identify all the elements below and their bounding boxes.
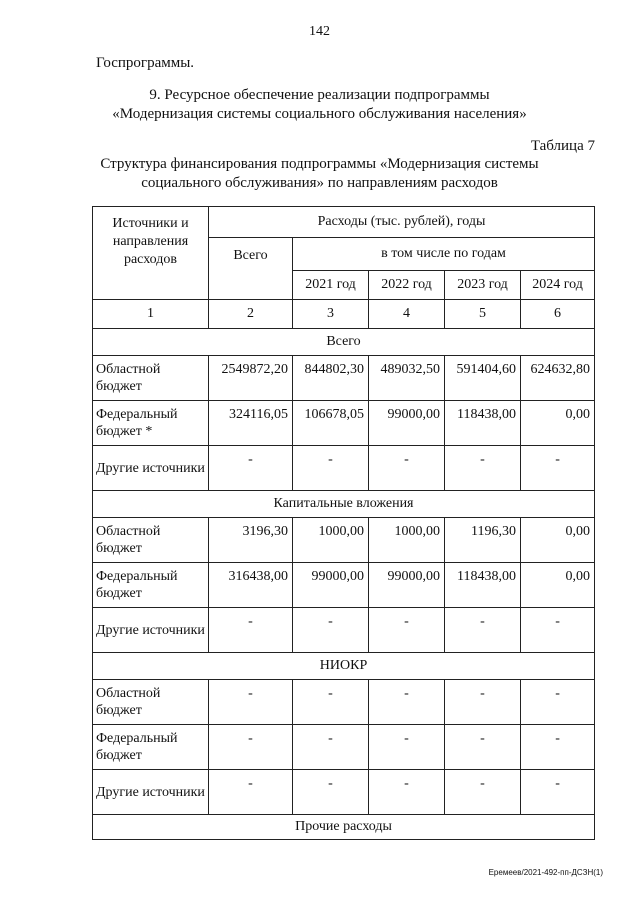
section-title: Всего <box>93 329 595 356</box>
value-cell: 99000,00 <box>369 401 445 446</box>
section-title: Прочие расходы <box>93 815 595 840</box>
value-cell: - <box>445 608 521 653</box>
value-cell: - <box>293 770 369 815</box>
table-row <box>93 608 595 653</box>
value-cell: 0,00 <box>521 401 595 446</box>
value-cell: - <box>293 725 369 770</box>
column-number: 2 <box>209 300 293 329</box>
header-year: 2023 год <box>445 271 521 300</box>
value-cell: - <box>521 680 595 725</box>
value-cell: - <box>209 770 293 815</box>
page-number: 142 <box>309 24 330 39</box>
value-cell: - <box>209 608 293 653</box>
table-row <box>93 401 595 446</box>
value-cell: - <box>521 770 595 815</box>
value-cell: 106678,05 <box>293 401 369 446</box>
table-row <box>93 446 595 491</box>
table-row <box>93 356 595 401</box>
value-cell: - <box>445 770 521 815</box>
value-cell: 0,00 <box>521 563 595 608</box>
value-cell: 118438,00 <box>445 401 521 446</box>
value-cell: - <box>209 680 293 725</box>
header-year: 2024 год <box>521 271 595 300</box>
value-cell: 1000,00 <box>293 518 369 563</box>
header-total: Всего <box>209 238 293 300</box>
table-row <box>93 725 595 770</box>
value-cell: - <box>445 446 521 491</box>
header-row-1 <box>93 207 595 238</box>
value-cell: 0,00 <box>521 518 595 563</box>
table-title <box>0 155 639 193</box>
value-cell: 3196,30 <box>209 518 293 563</box>
value-cell: 591404,60 <box>445 356 521 401</box>
source-cell: Областной бюджет <box>93 356 209 401</box>
value-cell: 118438,00 <box>445 563 521 608</box>
value-cell: - <box>209 446 293 491</box>
value-cell: 1000,00 <box>369 518 445 563</box>
value-cell: - <box>445 680 521 725</box>
header-expenses: Расходы (тыс. рублей), годы <box>209 207 595 238</box>
value-cell: - <box>369 608 445 653</box>
table-row <box>93 680 595 725</box>
column-number-row <box>93 300 595 329</box>
table-title-line-1: Структура финансирования подпрограммы «Модернизация системы <box>100 156 539 172</box>
value-cell: 844802,30 <box>293 356 369 401</box>
value-cell: 2549872,20 <box>209 356 293 401</box>
value-cell: - <box>293 608 369 653</box>
value-cell: 99000,00 <box>293 563 369 608</box>
value-cell: - <box>521 446 595 491</box>
value-cell: - <box>521 608 595 653</box>
value-cell: 316438,00 <box>209 563 293 608</box>
section-row <box>93 815 595 840</box>
section-title: НИОКР <box>93 653 595 680</box>
value-cell: - <box>369 680 445 725</box>
header-sources: Источники и направления расходов <box>93 207 209 300</box>
header-year: 2021 год <box>293 271 369 300</box>
source-cell: Другие источники <box>93 770 209 815</box>
section-heading-line-1: 9. Ресурсное обеспечение реализации подпрограммы <box>149 87 490 103</box>
value-cell: - <box>293 680 369 725</box>
source-cell: Федеральный бюджет * <box>93 401 209 446</box>
value-cell: 489032,50 <box>369 356 445 401</box>
value-cell: - <box>369 770 445 815</box>
table-row <box>93 563 595 608</box>
table-label: Таблица 7 <box>530 138 595 154</box>
source-cell: Федеральный бюджет <box>93 563 209 608</box>
section-heading-line-2: «Модернизация системы социального обслуживания населения» <box>112 106 527 122</box>
source-cell: Другие источники <box>93 446 209 491</box>
value-cell: 324116,05 <box>209 401 293 446</box>
intro-text: Госпрограммы. <box>96 55 195 71</box>
source-cell: Федеральный бюджет <box>93 725 209 770</box>
value-cell: 99000,00 <box>369 563 445 608</box>
value-cell: - <box>369 446 445 491</box>
section-row <box>93 329 595 356</box>
table-title-line-2: социального обслуживания» по направлениям расходов <box>141 175 498 191</box>
header-year: 2022 год <box>369 271 445 300</box>
section-row <box>93 653 595 680</box>
header-by-years: в том числе по годам <box>293 238 595 271</box>
footer-document-code: Еремеев/2021-492-пп-ДСЗН(1) <box>488 868 603 877</box>
column-number: 1 <box>93 300 209 329</box>
source-cell: Областной бюджет <box>93 680 209 725</box>
column-number: 3 <box>293 300 369 329</box>
value-cell: - <box>521 725 595 770</box>
column-number: 4 <box>369 300 445 329</box>
value-cell: 1196,30 <box>445 518 521 563</box>
column-number: 6 <box>521 300 595 329</box>
value-cell: - <box>209 725 293 770</box>
section-title: Капитальные вложения <box>93 491 595 518</box>
source-cell: Областной бюджет <box>93 518 209 563</box>
value-cell: - <box>369 725 445 770</box>
section-heading <box>0 86 639 124</box>
table-row <box>93 770 595 815</box>
value-cell: 624632,80 <box>521 356 595 401</box>
column-number: 5 <box>445 300 521 329</box>
value-cell: - <box>445 725 521 770</box>
table-row <box>93 518 595 563</box>
section-row <box>93 491 595 518</box>
source-cell: Другие источники <box>93 608 209 653</box>
financing-table <box>92 206 595 840</box>
value-cell: - <box>293 446 369 491</box>
